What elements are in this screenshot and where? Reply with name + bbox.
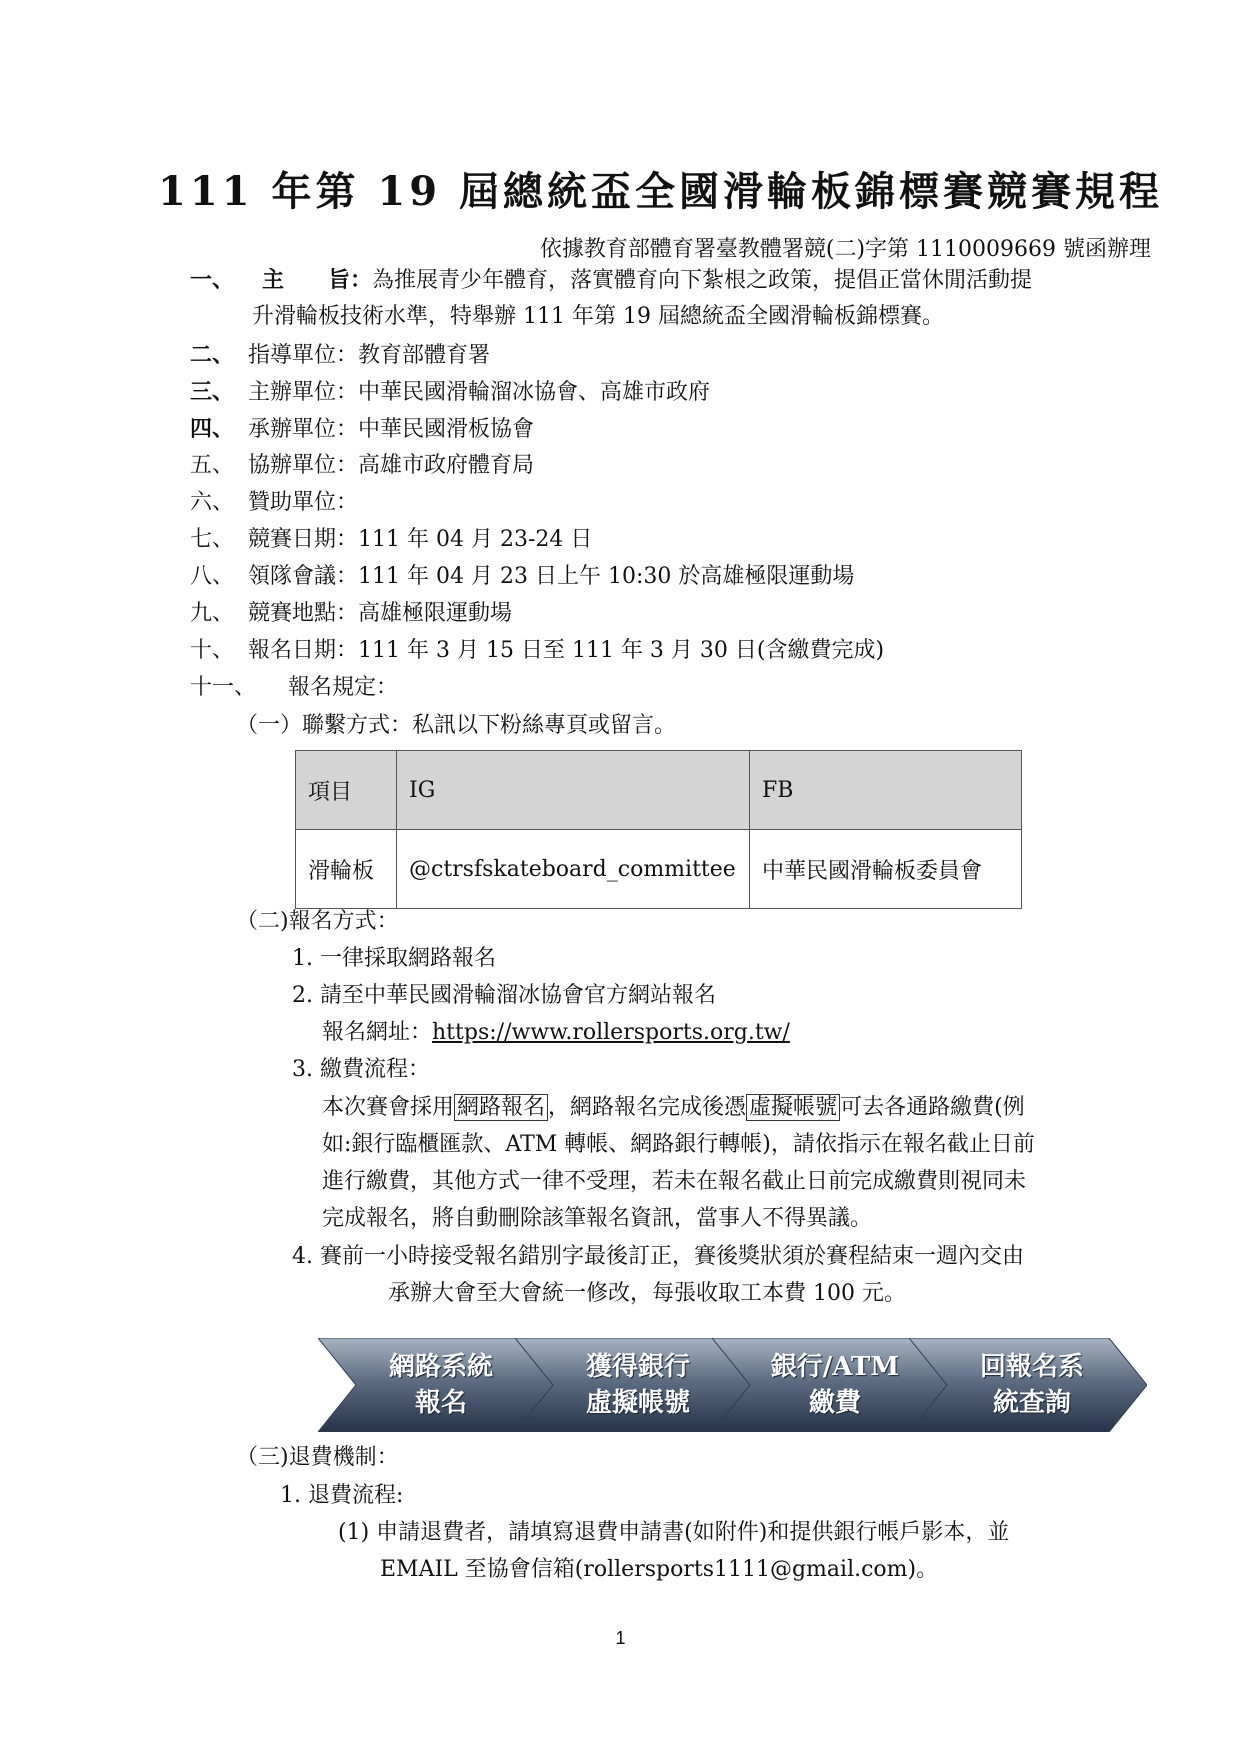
table-header-cell: IG: [397, 751, 750, 830]
table-cell: 滑輪板: [296, 830, 397, 909]
payment-paragraph-line-2: 如:銀行臨櫃匯款、ATM 轉帳、網路銀行轉帳)，請依指示在報名截止日前: [322, 1132, 1035, 1157]
signup-heading: （二)報名方式：: [236, 909, 399, 934]
section-3: [190, 377, 710, 408]
section-label: 主 旨：: [262, 267, 373, 293]
table-cell: 中華民國滑輪板委員會: [750, 830, 1022, 909]
refund-sub-1-continued: EMAIL 至協會信箱(rollersports1111@gmail.com)。: [380, 1557, 939, 1582]
flow-step-line-1: 回報名系: [979, 1352, 1084, 1382]
flow-step-line-2: 統查詢: [992, 1388, 1071, 1418]
contact-table: [295, 750, 1022, 909]
section-number: 三、: [190, 379, 235, 405]
flow-step-4: [909, 1338, 1147, 1432]
table-row: [296, 830, 1022, 909]
section-number: 九、: [190, 601, 235, 626]
section-text: 競賽地點：高雄極限運動場: [248, 601, 513, 626]
section-8: [190, 562, 854, 592]
flow-step-line-1: 網路系統: [388, 1352, 493, 1382]
reference-line: 依據教育部體育署臺教體署競(二)字第 1110009669 號函辦理: [539, 237, 1151, 262]
section-text: 指導單位：教育部體育署: [248, 343, 491, 368]
signup-item-3: 3. 繳費流程：: [292, 1057, 430, 1082]
section-number: 七、: [190, 527, 235, 552]
signup-item-2: 2. 請至中華民國滑輪溜冰協會官方網站報名: [292, 983, 716, 1008]
flow-step-line-2: 報名: [414, 1388, 467, 1418]
section-number: 一、: [190, 267, 235, 293]
paragraph-text: 可去各通路繳費(例: [840, 1095, 1025, 1120]
section-9: [190, 599, 512, 629]
section-text: 報名規定：: [288, 675, 399, 700]
section-6: [190, 488, 358, 518]
paragraph-text: 本次賽會採用: [322, 1095, 455, 1120]
signup-item-4: 4. 賽前一小時接受報名錯別字最後訂正，賽後獎狀須於賽程結束一週內交由: [292, 1244, 1024, 1269]
signup-item-4-continued: 承辦大會至大會統一修改，每張收取工本費 100 元。: [388, 1281, 906, 1306]
flow-step-line-2: 繳費: [808, 1388, 861, 1418]
section-text: 為推展青少年體育，落實體育向下紮根之政策，提倡正當休閒活動提: [372, 268, 1033, 293]
url-label: 報名網址：: [322, 1020, 433, 1045]
section-number: 十一、: [190, 675, 257, 700]
payment-paragraph-line-1: [322, 1093, 1025, 1123]
section-text: 領隊會議：111 年 04 月 23 日上午 10:30 於高雄極限運動場: [248, 564, 855, 589]
section-number: 五、: [190, 453, 235, 478]
section-11: [190, 673, 398, 703]
section-number: 四、: [190, 416, 235, 442]
section-text: 贊助單位：: [248, 490, 359, 515]
section-text: 主辦單位：中華民國滑輪溜冰協會、高雄市政府: [248, 380, 711, 405]
refund-heading: （三)退費機制：: [236, 1445, 399, 1470]
boxed-term-virtual-account: 虛擬帳號: [746, 1094, 840, 1121]
page-number: 1: [615, 1628, 626, 1648]
section-text: 報名日期：111 年 3 月 15 日至 111 年 3 月 30 日(含繳費完成): [248, 638, 885, 663]
signup-url-link[interactable]: https://www.rollersports.org.tw/: [432, 1020, 790, 1045]
section-5: [190, 451, 534, 481]
paragraph-text: ，網路報名完成後憑: [548, 1095, 747, 1120]
page-title: 111 年第 19 屆總統盃全國滑輪板錦標賽競賽規程: [158, 168, 1163, 215]
section-1: [190, 265, 1032, 296]
flow-step-line-2: 虛擬帳號: [585, 1388, 690, 1418]
section-4: [190, 414, 534, 445]
section-number: 八、: [190, 564, 235, 589]
refund-item-1: 1. 退費流程:: [280, 1483, 404, 1508]
flow-step-line-1: 獲得銀行: [585, 1352, 690, 1382]
signup-url-line: [322, 1018, 790, 1048]
section-number: 六、: [190, 490, 235, 515]
signup-item-1: 1. 一律採取網路報名: [292, 946, 496, 971]
payment-paragraph-line-3: 進行繳費，其他方式一律不受理，若未在報名截止日前完成繳費則視同未: [322, 1169, 1027, 1194]
table-header-cell: FB: [750, 751, 1022, 830]
refund-sub-1: (1) 申請退費者，請填寫退費申請書(如附件)和提供銀行帳戶影本，並: [338, 1520, 1010, 1545]
section-text: 承辦單位：中華民國滑板協會: [248, 417, 535, 442]
section-2: [190, 340, 490, 371]
section-1-continued: 升滑輪板技術水準，特舉辦 111 年第 19 屆總統盃全國滑輪板錦標賽。: [252, 304, 944, 329]
table-header-cell: 項目: [296, 751, 397, 830]
payment-paragraph-line-4: 完成報名，將自動刪除該筆報名資訊，當事人不得異議。: [322, 1206, 873, 1231]
section-7: [190, 525, 592, 555]
table-cell: @ctrsfskateboard_committee: [397, 830, 750, 909]
section-text: 競賽日期：111 年 04 月 23-24 日: [248, 527, 593, 552]
boxed-term-online-signup: 網路報名: [454, 1094, 548, 1121]
section-number: 二、: [190, 342, 235, 368]
flow-step-line-1: 銀行/ATM: [770, 1352, 900, 1382]
table-header-row: [296, 751, 1022, 830]
section-number: 十、: [190, 638, 235, 663]
section-text: 協辦單位：高雄市政府體育局: [248, 453, 535, 478]
section-10: [190, 636, 884, 666]
contact-heading: （一）聯繫方式：私訊以下粉絲專頁或留言。: [236, 713, 677, 738]
